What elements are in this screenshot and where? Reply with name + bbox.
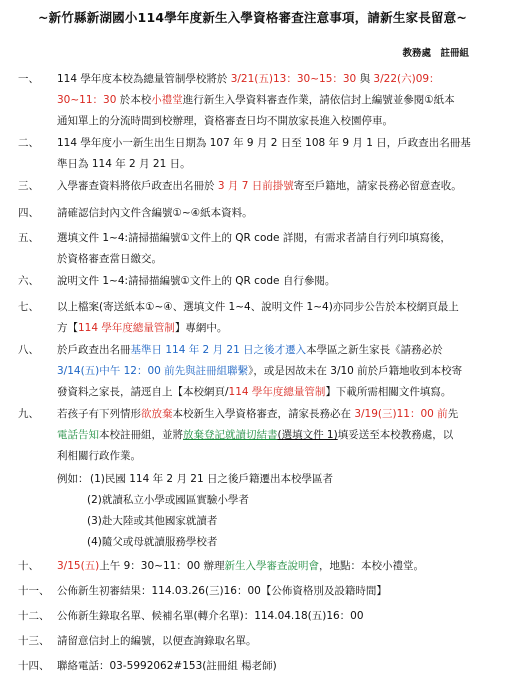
example-item: (1)民國 114 年 2 月 21 日之後戶籍遷出本校學區者	[90, 473, 333, 485]
item-line	[57, 271, 487, 292]
item-line	[57, 249, 487, 270]
notice-item	[0, 69, 505, 132]
text-run: 】專網中。	[174, 322, 228, 334]
text-run: 請確認信封內文件含編號①~④紙本資料。	[57, 207, 253, 219]
item-line	[57, 228, 487, 249]
item-number: 五、	[18, 232, 39, 244]
text-run: (選填文件 1)	[277, 429, 338, 441]
item-number: 十一、	[18, 585, 50, 597]
text-run: 聯絡電話：03-5992062#153(註冊組 楊老師)	[57, 660, 277, 672]
text-run: 本校註冊組，並將	[99, 429, 183, 441]
highlight-green: 放棄登記就讀切結書	[183, 429, 278, 441]
notice-item	[0, 556, 505, 577]
item-body	[57, 133, 487, 175]
item-line	[57, 340, 487, 361]
item-number: 八、	[18, 344, 39, 356]
text-run: ，地點：本校小禮堂。	[319, 560, 425, 572]
text-run: 入學審查資料將依戶政查出名冊於	[57, 180, 218, 192]
text-run: 於戶政查出名冊	[57, 344, 131, 356]
issuing-office: 教務處 註冊組	[402, 48, 469, 59]
item-body	[57, 581, 487, 602]
item-number: 十二、	[18, 610, 50, 622]
text-run: 說明文件 1~4:請掃描編號①文件上的 QR code 自行參閱。	[57, 275, 336, 287]
example-item: (3)赴大陸或其他國家就讀者	[87, 515, 218, 527]
item-number: 四、	[18, 207, 39, 219]
notice-item	[0, 176, 505, 197]
example-item: (2)就讀私立小學或國區實驗小學者	[87, 494, 249, 506]
item-body	[57, 228, 487, 270]
item-number: 一、	[18, 73, 39, 85]
text-run: 以上檔案(寄送紙本①~④、選填文件 1~4、說明文件 1~4)亦同步公告於本校網頁最上	[57, 301, 459, 313]
text-run: 本校新生入學資格審查，請家長務必在	[172, 408, 355, 420]
item-body	[57, 340, 487, 403]
text-run: 於本校	[116, 94, 152, 106]
notice-item	[0, 340, 505, 403]
item-line	[57, 297, 487, 318]
item-line	[57, 318, 487, 339]
text-run: 準日為 114 年 2 月 21 日。	[57, 158, 191, 170]
highlight-red: 3/21(五)13：30~15：30	[230, 73, 357, 85]
text-run: 通知單上的分流時間到校辦理，資格審查日均不開放家長進入校園停車。	[57, 115, 393, 127]
text-run: 與	[356, 73, 374, 85]
text-run: 寄至戶籍地，請家長務必留意查收。	[293, 180, 462, 192]
item-line	[57, 556, 487, 577]
item-body	[57, 404, 487, 467]
item-line	[57, 581, 487, 602]
item-number: 十三、	[18, 635, 50, 647]
highlight-blue: 基準日 114 年 2 月 21 日之後才遷入	[130, 344, 307, 356]
text-run: 發資料之家長，請逕自上【本校網頁/	[57, 386, 229, 398]
item-line	[57, 203, 487, 224]
item-number: 十、	[18, 560, 39, 572]
text-run: 於資格審查當日繳交。	[57, 253, 162, 265]
item-body	[57, 297, 487, 339]
text-run: 】下載所需相關文件填寫。	[325, 386, 452, 398]
item-number: 六、	[18, 275, 39, 287]
notice-title: ~新竹縣新湖國小114學年度新生入學資格審查注意事項，請新生家長留意~	[37, 10, 468, 25]
highlight-blue: 3/14(五)中午 12：00 前先與註冊組聯繫	[57, 365, 249, 377]
notice-item	[0, 581, 505, 602]
item-number: 十四、	[18, 660, 50, 672]
text-run: 填妥送至本校教務處，以	[337, 429, 454, 441]
item-line	[57, 361, 487, 382]
highlight-red: 30~11：30	[57, 94, 117, 106]
item-number: 二、	[18, 137, 39, 149]
item-line	[57, 606, 487, 627]
item-body	[57, 656, 487, 677]
text-run: 利相關行政作業。	[57, 450, 141, 462]
item-number: 七、	[18, 301, 39, 313]
text-run: 公佈新生錄取名單、候補名單(轉介名單)：114.04.18(五)16：00	[57, 610, 364, 622]
item-line	[57, 69, 487, 90]
notice-item	[0, 297, 505, 339]
example-item: (4)隨父或母就讀服務學校者	[87, 536, 218, 548]
highlight-red: 3/19(三)11：00 前	[354, 408, 448, 420]
notice-item	[0, 228, 505, 270]
highlight-red: 3/22(六)09：	[373, 73, 440, 85]
item-line	[57, 656, 487, 677]
highlight-green: 新生入學審查說明會	[224, 560, 320, 572]
item-body	[57, 631, 487, 652]
highlight-red: 114 學年度總量管制	[78, 322, 175, 334]
notice-item	[0, 203, 505, 224]
text-run: 114 學年度本校為總量管制學校將於	[57, 73, 231, 85]
item-line	[57, 446, 487, 467]
notice-item	[0, 606, 505, 627]
item-body	[57, 606, 487, 627]
highlight-red: 小禮堂	[151, 94, 183, 106]
example-lead: 例如：	[57, 473, 89, 485]
item-number: 九、	[18, 408, 39, 420]
highlight-green: 電話告知	[57, 429, 99, 441]
item-number: 三、	[18, 180, 39, 192]
highlight-red: 114 學年度總量管制	[228, 386, 326, 398]
item-body	[57, 203, 487, 224]
text-run: 若孩子有下列情形	[57, 408, 141, 420]
notice-item	[0, 133, 505, 175]
text-run: 進行新生入學資料審查作業，請依信封上編號並參閱①紙本	[182, 94, 455, 106]
item-line	[57, 425, 487, 446]
text-run: 》，或是因故未在 3/10 前於戶籍地收到本校寄	[248, 365, 463, 377]
text-run: 上午 9：30~11：00 辦理	[99, 560, 225, 572]
highlight-red: 3 月 7 日前掛號	[217, 180, 294, 192]
highlight-red: 3/15(五)	[57, 560, 100, 572]
item-line	[57, 90, 487, 111]
item-body	[57, 69, 487, 132]
text-run: 選填文件 1~4:請掃描編號①文件上的 QR code 詳閱，有需求者請自行列印填寫後，	[57, 232, 451, 244]
item-line	[57, 382, 487, 403]
item-line	[57, 111, 487, 132]
highlight-red: 欲放棄	[141, 408, 173, 420]
text-run: 114 學年度小一新生出生日期為 107 年 9 月 2 日至 108 年 9 月 1 日，戶政查出名冊基	[57, 137, 471, 149]
item-body	[57, 556, 487, 577]
text-run: 本學區之新生家長《請務必於	[306, 344, 443, 356]
item-body	[57, 271, 487, 292]
item-line	[57, 154, 487, 175]
item-body	[57, 176, 487, 197]
notice-item	[0, 656, 505, 677]
text-run: 方【	[57, 322, 78, 334]
notice-item	[0, 404, 505, 467]
text-run: 公佈新生初審結果：114.03.26(三)16：00【公佈資格別及設籍時間】	[57, 585, 387, 597]
notice-item	[0, 631, 505, 652]
item-line	[57, 176, 487, 197]
text-run: 先	[447, 408, 459, 420]
item-line	[57, 631, 487, 652]
text-run: 請留意信封上的編號，以便查詢錄取名單。	[57, 635, 257, 647]
item-line	[57, 404, 487, 425]
item-line	[57, 133, 487, 154]
notice-item	[0, 271, 505, 292]
